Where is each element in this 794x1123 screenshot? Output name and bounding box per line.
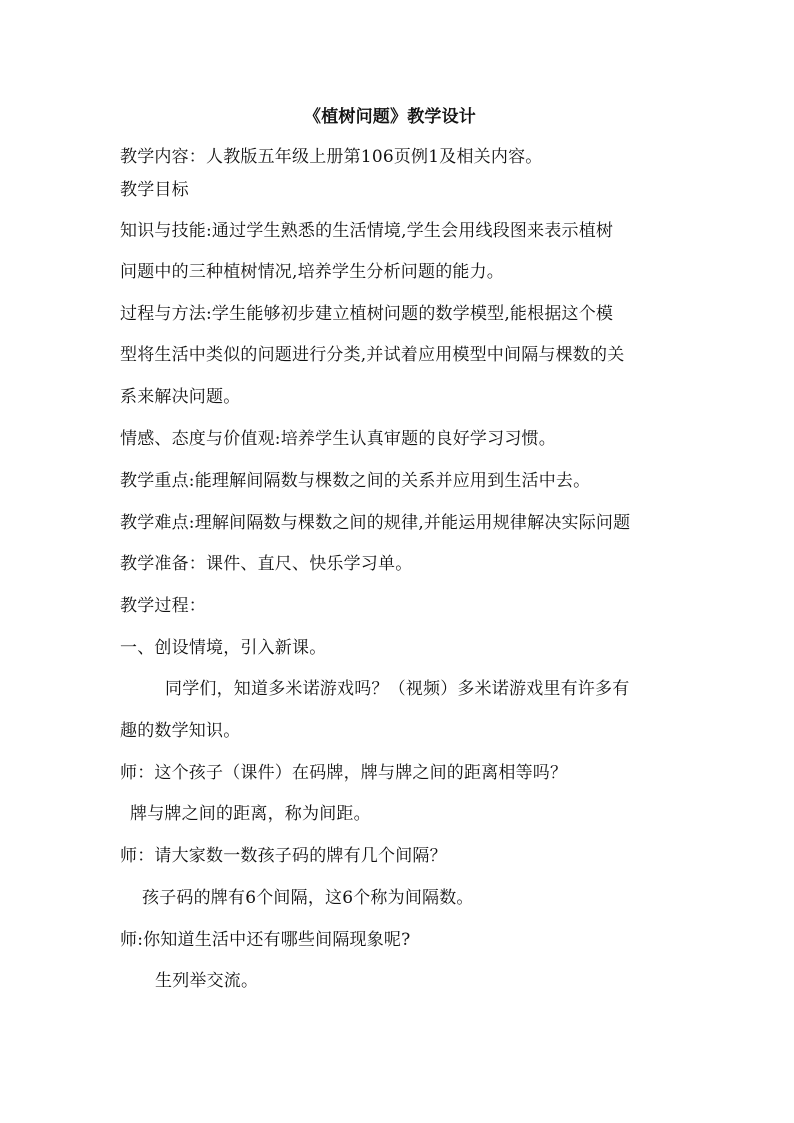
paragraph-line: 教学难点:理解间隔数与棵数之间的规律,并能运用规律解决实际问题 [120, 513, 631, 533]
paragraph-line: 知识与技能:通过学生熟悉的生活情境,学生会用线段图来表示植树 [120, 221, 614, 241]
paragraph-line: 教学过程： [120, 596, 206, 616]
paragraph-line: 过程与方法:学生能够初步建立植树问题的数学模型,能根据这个模 [120, 304, 614, 324]
paragraph-line: 师:你知道生活中还有哪些间隔现象呢? [120, 930, 411, 950]
paragraph-line: 生列举交流。 [155, 971, 259, 991]
paragraph-line: 孩子码的牌有6个间隔，这6个称为间隔数。 [142, 888, 474, 908]
paragraph-line: 型将生活中类似的问题进行分类,并试着应用模型中间隔与棵数的关 [120, 345, 625, 365]
paragraph-line: 趣的数学知识。 [120, 721, 241, 741]
paragraph-line: 教学重点:能理解间隔数与棵数之间的关系并应用到生活中去。 [120, 471, 591, 491]
paragraph-line: 问题中的三种植树情况,培养学生分析问题的能力。 [120, 262, 505, 282]
paragraph-line: 教学准备：课件、直尺、快乐学习单。 [120, 554, 413, 574]
paragraph-line: 牌与牌之间的距离，称为间距。 [130, 804, 371, 824]
paragraph-line: 同学们，知道多米诺游戏吗？（视频）多米诺游戏里有许多有 [165, 679, 630, 699]
paragraph-line: 教学目标 [120, 180, 189, 200]
paragraph-line: 师：这个孩子（课件）在码牌，牌与牌之间的距离相等吗？ [120, 763, 568, 783]
paragraph-line: 情感、态度与价值观:培养学生认真审题的良好学习习惯。 [120, 429, 556, 449]
paragraph-line: 教学内容：人教版五年级上册第106页例1及相关内容。 [120, 147, 543, 167]
paragraph-line: 师：请大家数一数孩子码的牌有几个间隔？ [120, 846, 447, 866]
paragraph-line: 一、创设情境，引入新课。 [120, 638, 327, 658]
paragraph-line: 系来解决问题。 [120, 387, 241, 407]
document-title: 《植树问题》教学设计 [304, 107, 476, 127]
